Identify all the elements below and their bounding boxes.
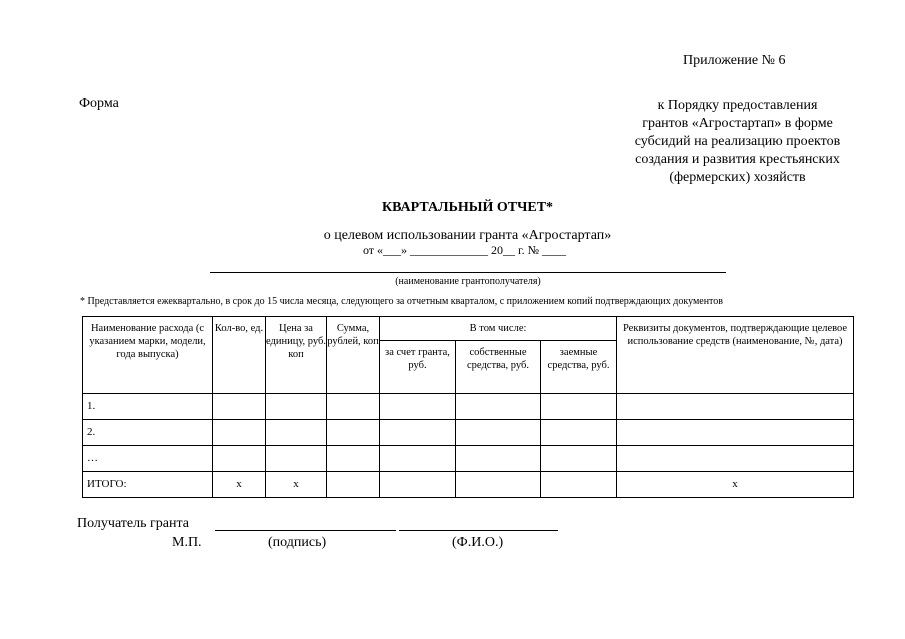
header-grant-funds: за счет гранта, руб. xyxy=(380,341,456,394)
cell xyxy=(213,420,266,446)
total-qty: х xyxy=(213,472,266,498)
cell xyxy=(327,394,380,420)
table-row xyxy=(83,394,854,420)
row-number: 1. xyxy=(83,394,213,420)
cell xyxy=(327,446,380,472)
total-docs: х xyxy=(617,472,854,498)
procedure-line: (фермерских) хозяйств xyxy=(669,170,806,185)
cell xyxy=(266,394,327,420)
cell xyxy=(327,472,380,498)
report-subtitle: о целевом использовании гранта «Агростартап» xyxy=(323,228,612,243)
cell xyxy=(266,446,327,472)
recipient-caption: (наименование грантополучателя) xyxy=(395,276,541,287)
recipient-name-line xyxy=(210,272,726,273)
form-label: Форма xyxy=(79,96,119,111)
cell xyxy=(266,420,327,446)
cell xyxy=(456,394,541,420)
row-number: 2. xyxy=(83,420,213,446)
cell xyxy=(213,394,266,420)
header-documents: Реквизиты документов, подтверждающие целевое использование средств (наименование, №, дата) xyxy=(617,317,854,394)
header-unit-price: Цена за единицу, руб. коп xyxy=(266,317,327,394)
appendix-number: Приложение № 6 xyxy=(683,53,786,68)
expense-table xyxy=(82,316,854,498)
total-row xyxy=(83,472,854,498)
cell xyxy=(541,446,617,472)
table-row xyxy=(83,446,854,472)
name-caption: (Ф.И.О.) xyxy=(452,535,504,550)
cell xyxy=(380,420,456,446)
procedure-reference xyxy=(590,97,885,187)
cell xyxy=(541,420,617,446)
cell xyxy=(380,394,456,420)
signature-caption: (подпись) xyxy=(268,535,327,550)
procedure-line: к Порядку предоставления xyxy=(657,98,818,113)
footnote: * Представляется ежеквартально, в срок до 15 числа месяца, следующего за отчетным кварталом, с приложением копий подтверждающих документов xyxy=(80,296,724,307)
cell xyxy=(380,446,456,472)
header-own-funds: собственные средства, руб. xyxy=(456,341,541,394)
cell xyxy=(617,394,854,420)
cell xyxy=(213,446,266,472)
total-label: ИТОГО: xyxy=(83,472,213,498)
cell xyxy=(617,420,854,446)
procedure-line: создания и развития крестьянских xyxy=(635,152,840,167)
header-loan-funds: заемные средства, руб. xyxy=(541,341,617,394)
report-date-line: от «___» _____________ 20__ г. № ____ xyxy=(362,243,567,257)
cell xyxy=(380,472,456,498)
name-line xyxy=(399,530,558,531)
report-title: КВАРТАЛЬНЫЙ ОТЧЕТ* xyxy=(381,200,554,215)
grant-recipient-label: Получатель гранта xyxy=(77,516,189,531)
table-row xyxy=(83,420,854,446)
cell xyxy=(327,420,380,446)
cell xyxy=(456,420,541,446)
header-sum: Сумма, рублей, коп xyxy=(327,317,380,394)
header-quantity: Кол-во, ед. xyxy=(213,317,266,394)
cell xyxy=(456,472,541,498)
header-expense-name: Наименование расхода (с указанием марки, модели, года выпуска) xyxy=(83,317,213,394)
stamp-place-label: М.П. xyxy=(172,535,202,550)
signature-line xyxy=(215,530,396,531)
row-number: … xyxy=(83,446,213,472)
header-including: В том числе: xyxy=(380,317,617,341)
total-price: х xyxy=(266,472,327,498)
cell xyxy=(456,446,541,472)
procedure-line: субсидий на реализацию проектов xyxy=(634,134,841,149)
cell xyxy=(541,394,617,420)
procedure-line: грантов «Агростартап» в форме xyxy=(642,116,833,131)
cell xyxy=(541,472,617,498)
cell xyxy=(617,446,854,472)
